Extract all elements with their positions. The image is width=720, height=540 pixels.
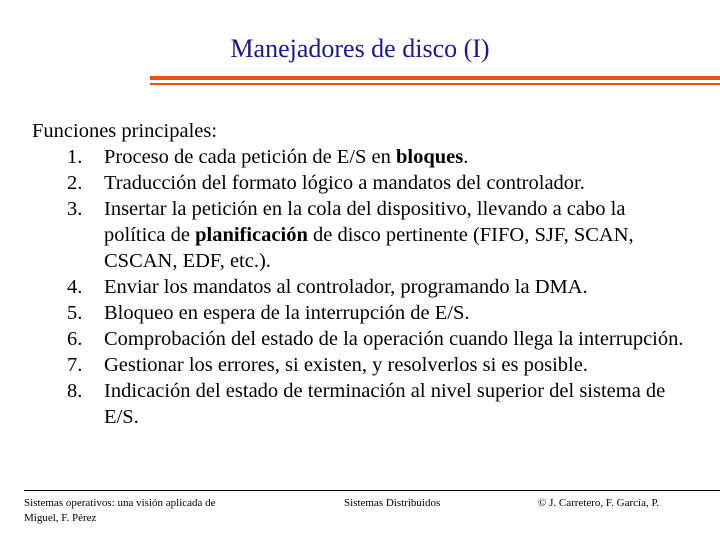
footer-copyright: © J. Carretero, F. García, P. xyxy=(538,497,660,509)
slide-title: Manejadores de disco (I) xyxy=(230,34,490,63)
footer-course-name: Sistemas Distribuidos xyxy=(344,497,441,509)
title-underline-thin xyxy=(150,83,720,85)
item-text: Bloqueo en espera de la interrupción de E/S. xyxy=(104,302,470,324)
footer-divider xyxy=(24,490,720,491)
item-text: Proceso de cada petición de E/S en xyxy=(104,146,397,168)
item-number: 3. xyxy=(67,198,83,220)
item-number: 5. xyxy=(67,302,83,324)
item-text: Comprobación del estado de la operación cuando llega la interrupción. xyxy=(104,328,684,350)
item-text: Insertar la petición en la cola del dispositivo, llevando a cabo la política de xyxy=(104,198,626,246)
item-number: 2. xyxy=(67,172,83,194)
item-text: Traducción del formato lógico a mandatos del controlador. xyxy=(104,172,585,194)
item-emphasis: planificación xyxy=(195,224,308,246)
function-list xyxy=(32,144,692,430)
slide-content xyxy=(32,118,692,430)
item-emphasis: bloques xyxy=(396,146,464,168)
list-item xyxy=(32,170,692,196)
list-item xyxy=(32,300,692,326)
list-item xyxy=(32,144,692,170)
item-number: 4. xyxy=(67,276,83,298)
item-number: 6. xyxy=(67,328,83,350)
footer-book-reference: Sistemas operativos: una visión aplicada de Miguel, F. Pérez xyxy=(24,497,216,524)
list-item xyxy=(32,196,692,274)
list-item xyxy=(32,352,692,378)
item-text: Indicación del estado de terminación al nivel superior del sistema de E/S. xyxy=(104,380,666,428)
item-text-end: de disco pertinente (FIFO, SJF, SCAN, CSCAN, EDF, etc.). xyxy=(104,224,634,272)
item-text: Gestionar los errores, si existen, y resolverlos si es posible. xyxy=(104,354,588,376)
title-underline-thick xyxy=(150,76,720,80)
item-text: Enviar los mandatos al controlador, programando la DMA. xyxy=(104,276,588,298)
list-item xyxy=(32,274,692,300)
item-number: 1. xyxy=(67,146,83,168)
item-number: 7. xyxy=(67,354,83,376)
list-item xyxy=(32,378,692,430)
list-item xyxy=(32,326,692,352)
intro-text: Funciones principales: xyxy=(32,120,218,142)
item-text-end: . xyxy=(463,146,469,168)
item-number: 8. xyxy=(67,380,83,402)
